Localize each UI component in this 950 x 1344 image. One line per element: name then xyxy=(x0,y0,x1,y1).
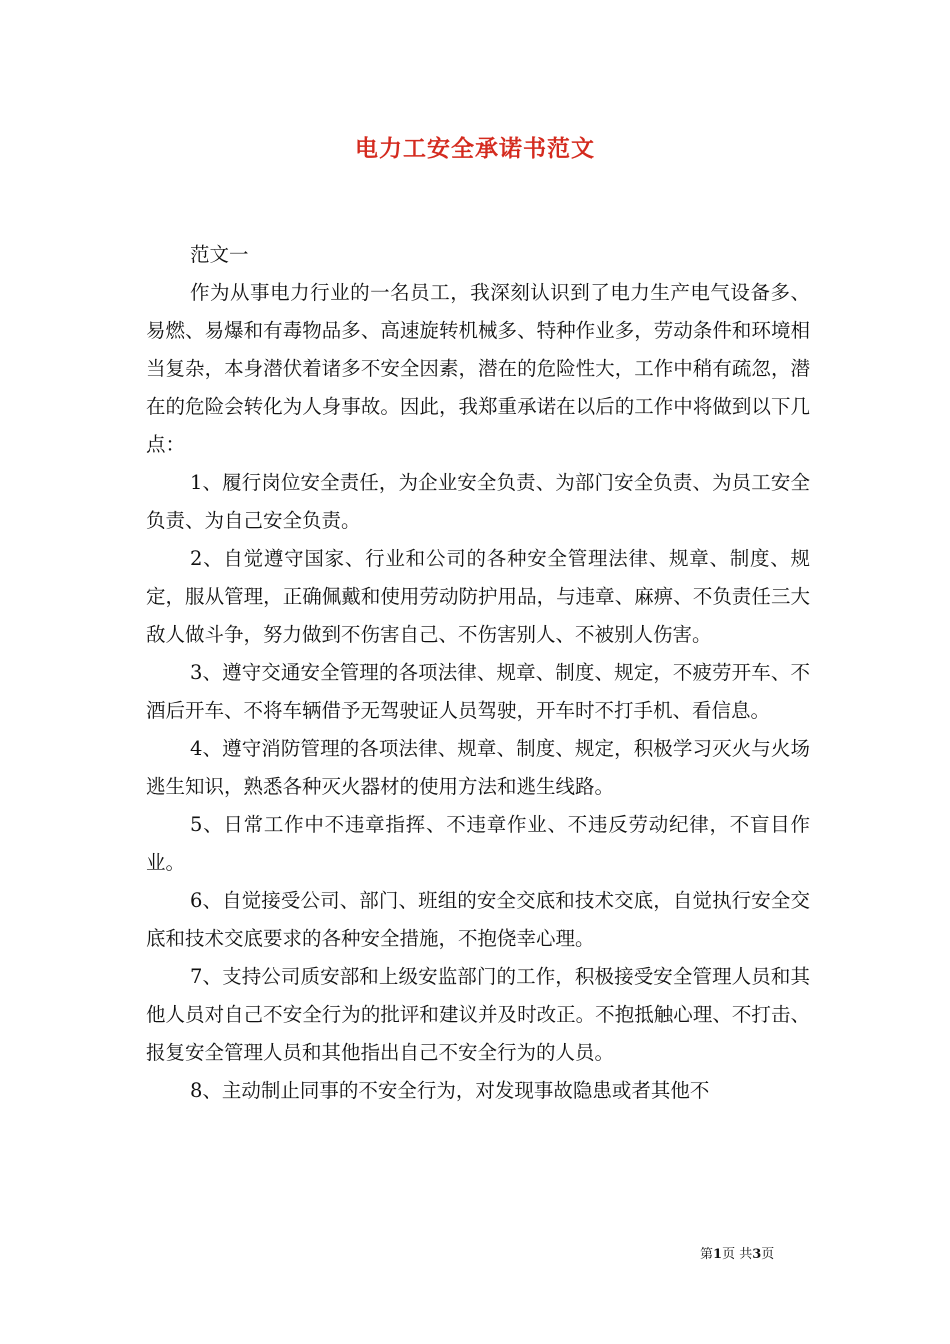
paragraph-item-5: 5、日常工作中不违章指挥、不违章作业、不违反劳动纪律，不盲目作业。 xyxy=(146,813,810,874)
paragraph-intro: 作为从事电力行业的一名员工，我深刻认识到了电力生产电气设备多、易燃、易爆和有毒物品多、高速旋转机械多、特种作业多，劳动条件和环境相当复杂，本身潜伏着诸多不安全因素，潜在的危险性大，工作中稍有疏忽，潜在的危险会转化为人身事故。因此，我郑重承诺在以后的工作中将做到以下几点： xyxy=(146,281,810,456)
paragraph-item-4: 4、遵守消防管理的各项法律、规章、制度、规定，积极学习灭火与火场逃生知识，熟悉各种灭火器材的使用方法和逃生线路。 xyxy=(146,737,810,798)
footer-suffix: 页 xyxy=(761,1247,775,1262)
paragraph-item-3: 3、遵守交通安全管理的各项法律、规章、制度、规定，不疲劳开车、不酒后开车、不将车辆借予无驾驶证人员驾驶，开车时不打手机、看信息。 xyxy=(146,661,810,722)
paragraph-item-2: 2、自觉遵守国家、行业和公司的各种安全管理法律、规章、制度、规定，服从管理，正确佩戴和使用劳动防护用品，与违章、麻痹、不负责任三大敌人做斗争，努力做到不伤害自己、不伤害别人、不被别人伤害。 xyxy=(146,547,810,646)
footer-middle: 页 共 xyxy=(722,1247,753,1262)
paragraph-item-1: 1、履行岗位安全责任，为企业安全负责、为部门安全负责、为员工安全负责、为自己安全负责。 xyxy=(146,471,810,532)
section-heading: 范文一 xyxy=(190,243,249,266)
page-number-footer xyxy=(700,1245,774,1265)
paragraph-item-7: 7、支持公司质安部和上级安监部门的工作，积极接受安全管理人员和其他人员对自己不安全行为的批评和建议并及时改正。不抱抵触心理、不打击、报复安全管理人员和其他指出自己不安全行为的人员。 xyxy=(146,965,810,1064)
document-title: 电力工安全承诺书范文 xyxy=(355,135,595,162)
total-pages-number: 3 xyxy=(752,1247,762,1262)
footer-prefix: 第 xyxy=(700,1247,714,1262)
paragraph-item-8: 8、主动制止同事的不安全行为，对发现事故隐患或者其他不 xyxy=(190,1079,710,1102)
current-page-number: 1 xyxy=(713,1247,723,1262)
document-body xyxy=(146,236,810,1110)
paragraph-item-6: 6、自觉接受公司、部门、班组的安全交底和技术交底，自觉执行安全交底和技术交底要求的各种安全措施，不抱侥幸心理。 xyxy=(146,889,810,950)
